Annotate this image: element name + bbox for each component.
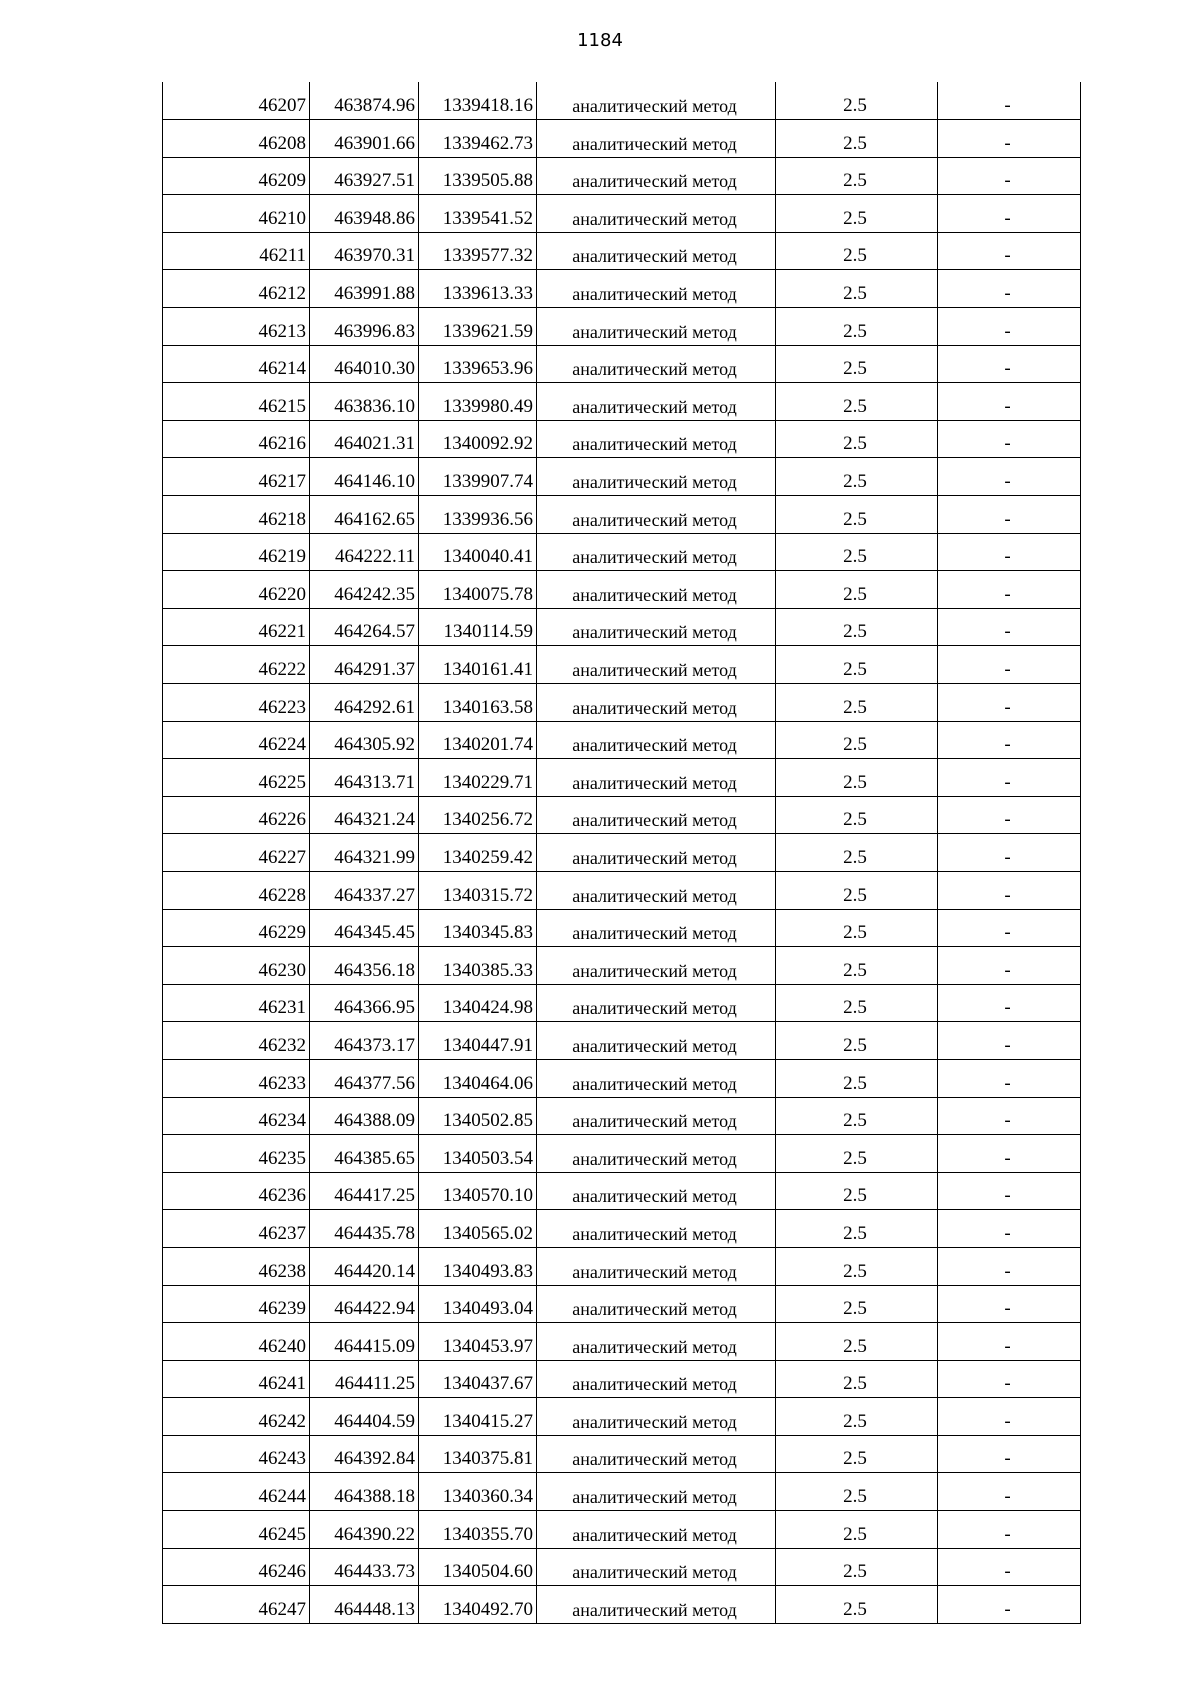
accuracy-cell: 2.5 <box>776 1285 938 1323</box>
x-coordinate-cell: 463901.66 <box>310 120 419 158</box>
table-row <box>163 871 1081 909</box>
table-row <box>163 571 1081 609</box>
note-cell: - <box>938 1398 1081 1436</box>
x-coordinate-cell: 464345.45 <box>310 909 419 947</box>
point-number-cell: 46243 <box>163 1435 310 1473</box>
table-row <box>163 834 1081 872</box>
method-cell: аналитический метод <box>537 1398 776 1436</box>
point-number-cell: 46213 <box>163 308 310 346</box>
method-cell: аналитический метод <box>537 1247 776 1285</box>
x-coordinate-cell: 464321.24 <box>310 796 419 834</box>
note-cell: - <box>938 1285 1081 1323</box>
table-row <box>163 1548 1081 1586</box>
note-cell: - <box>938 608 1081 646</box>
x-coordinate-cell: 463927.51 <box>310 157 419 195</box>
table-row <box>163 721 1081 759</box>
note-cell: - <box>938 646 1081 684</box>
y-coordinate-cell: 1340565.02 <box>419 1210 537 1248</box>
note-cell: - <box>938 270 1081 308</box>
x-coordinate-cell: 464433.73 <box>310 1548 419 1586</box>
accuracy-cell: 2.5 <box>776 1473 938 1511</box>
table-row <box>163 458 1081 496</box>
point-number-cell: 46236 <box>163 1172 310 1210</box>
page-number: 1184 <box>577 30 623 51</box>
accuracy-cell: 2.5 <box>776 1548 938 1586</box>
method-cell: аналитический метод <box>537 984 776 1022</box>
x-coordinate-cell: 464356.18 <box>310 947 419 985</box>
note-cell: - <box>938 759 1081 797</box>
x-coordinate-cell: 464388.09 <box>310 1097 419 1135</box>
table-row <box>163 947 1081 985</box>
note-cell: - <box>938 82 1081 120</box>
y-coordinate-cell: 1340437.67 <box>419 1360 537 1398</box>
note-cell: - <box>938 1435 1081 1473</box>
note-cell: - <box>938 383 1081 421</box>
accuracy-cell: 2.5 <box>776 1210 938 1248</box>
point-number-cell: 46247 <box>163 1586 310 1624</box>
table-row <box>163 796 1081 834</box>
y-coordinate-cell: 1340075.78 <box>419 571 537 609</box>
point-number-cell: 46226 <box>163 796 310 834</box>
note-cell: - <box>938 1135 1081 1173</box>
method-cell: аналитический метод <box>537 1210 776 1248</box>
note-cell: - <box>938 1022 1081 1060</box>
point-number-cell: 46221 <box>163 608 310 646</box>
y-coordinate-cell: 1340424.98 <box>419 984 537 1022</box>
accuracy-cell: 2.5 <box>776 383 938 421</box>
method-cell: аналитический метод <box>537 759 776 797</box>
y-coordinate-cell: 1340040.41 <box>419 533 537 571</box>
coordinates-table <box>162 82 1081 1624</box>
table-row <box>163 1398 1081 1436</box>
note-cell: - <box>938 1548 1081 1586</box>
accuracy-cell: 2.5 <box>776 834 938 872</box>
y-coordinate-cell: 1339653.96 <box>419 345 537 383</box>
accuracy-cell: 2.5 <box>776 1135 938 1173</box>
accuracy-cell: 2.5 <box>776 571 938 609</box>
accuracy-cell: 2.5 <box>776 1586 938 1624</box>
y-coordinate-cell: 1340464.06 <box>419 1059 537 1097</box>
x-coordinate-cell: 464222.11 <box>310 533 419 571</box>
point-number-cell: 46244 <box>163 1473 310 1511</box>
note-cell: - <box>938 1172 1081 1210</box>
table-row <box>163 1022 1081 1060</box>
y-coordinate-cell: 1340453.97 <box>419 1323 537 1361</box>
accuracy-cell: 2.5 <box>776 345 938 383</box>
x-coordinate-cell: 463970.31 <box>310 232 419 270</box>
accuracy-cell: 2.5 <box>776 496 938 534</box>
method-cell: аналитический метод <box>537 796 776 834</box>
accuracy-cell: 2.5 <box>776 1172 938 1210</box>
y-coordinate-cell: 1340493.83 <box>419 1247 537 1285</box>
note-cell: - <box>938 157 1081 195</box>
note-cell: - <box>938 796 1081 834</box>
y-coordinate-cell: 1340385.33 <box>419 947 537 985</box>
point-number-cell: 46218 <box>163 496 310 534</box>
point-number-cell: 46231 <box>163 984 310 1022</box>
point-number-cell: 46211 <box>163 232 310 270</box>
y-coordinate-cell: 1339613.33 <box>419 270 537 308</box>
x-coordinate-cell: 464146.10 <box>310 458 419 496</box>
point-number-cell: 46229 <box>163 909 310 947</box>
x-coordinate-cell: 464435.78 <box>310 1210 419 1248</box>
accuracy-cell: 2.5 <box>776 796 938 834</box>
y-coordinate-cell: 1340163.58 <box>419 684 537 722</box>
method-cell: аналитический метод <box>537 157 776 195</box>
method-cell: аналитический метод <box>537 1172 776 1210</box>
point-number-cell: 46210 <box>163 195 310 233</box>
table-row <box>163 1059 1081 1097</box>
point-number-cell: 46240 <box>163 1323 310 1361</box>
method-cell: аналитический метод <box>537 1473 776 1511</box>
accuracy-cell: 2.5 <box>776 195 938 233</box>
point-number-cell: 46233 <box>163 1059 310 1097</box>
accuracy-cell: 2.5 <box>776 420 938 458</box>
y-coordinate-cell: 1339621.59 <box>419 308 537 346</box>
point-number-cell: 46220 <box>163 571 310 609</box>
y-coordinate-cell: 1339980.49 <box>419 383 537 421</box>
method-cell: аналитический метод <box>537 947 776 985</box>
note-cell: - <box>938 195 1081 233</box>
note-cell: - <box>938 533 1081 571</box>
table-row <box>163 1210 1081 1248</box>
x-coordinate-cell: 463991.88 <box>310 270 419 308</box>
table-row <box>163 270 1081 308</box>
table-row <box>163 608 1081 646</box>
x-coordinate-cell: 464373.17 <box>310 1022 419 1060</box>
point-number-cell: 46223 <box>163 684 310 722</box>
note-cell: - <box>938 1323 1081 1361</box>
x-coordinate-cell: 463948.86 <box>310 195 419 233</box>
table-row <box>163 1323 1081 1361</box>
method-cell: аналитический метод <box>537 383 776 421</box>
x-coordinate-cell: 464422.94 <box>310 1285 419 1323</box>
method-cell: аналитический метод <box>537 1360 776 1398</box>
y-coordinate-cell: 1340114.59 <box>419 608 537 646</box>
table-row <box>163 82 1081 120</box>
x-coordinate-cell: 464010.30 <box>310 345 419 383</box>
y-coordinate-cell: 1339462.73 <box>419 120 537 158</box>
x-coordinate-cell: 464385.65 <box>310 1135 419 1173</box>
method-cell: аналитический метод <box>537 1548 776 1586</box>
point-number-cell: 46245 <box>163 1511 310 1549</box>
method-cell: аналитический метод <box>537 871 776 909</box>
accuracy-cell: 2.5 <box>776 947 938 985</box>
method-cell: аналитический метод <box>537 684 776 722</box>
point-number-cell: 46219 <box>163 533 310 571</box>
method-cell: аналитический метод <box>537 1511 776 1549</box>
table-row <box>163 984 1081 1022</box>
table-row <box>163 157 1081 195</box>
accuracy-cell: 2.5 <box>776 1398 938 1436</box>
point-number-cell: 46246 <box>163 1548 310 1586</box>
point-number-cell: 46241 <box>163 1360 310 1398</box>
point-number-cell: 46234 <box>163 1097 310 1135</box>
accuracy-cell: 2.5 <box>776 1247 938 1285</box>
table-row <box>163 1135 1081 1173</box>
accuracy-cell: 2.5 <box>776 1435 938 1473</box>
table-row <box>163 345 1081 383</box>
point-number-cell: 46222 <box>163 646 310 684</box>
accuracy-cell: 2.5 <box>776 759 938 797</box>
y-coordinate-cell: 1340315.72 <box>419 871 537 909</box>
x-coordinate-cell: 464291.37 <box>310 646 419 684</box>
point-number-cell: 46214 <box>163 345 310 383</box>
method-cell: аналитический метод <box>537 533 776 571</box>
x-coordinate-cell: 464292.61 <box>310 684 419 722</box>
note-cell: - <box>938 571 1081 609</box>
method-cell: аналитический метод <box>537 270 776 308</box>
table-row <box>163 232 1081 270</box>
x-coordinate-cell: 464415.09 <box>310 1323 419 1361</box>
x-coordinate-cell: 464411.25 <box>310 1360 419 1398</box>
point-number-cell: 46228 <box>163 871 310 909</box>
method-cell: аналитический метод <box>537 834 776 872</box>
note-cell: - <box>938 120 1081 158</box>
table-row <box>163 1511 1081 1549</box>
y-coordinate-cell: 1339418.16 <box>419 82 537 120</box>
accuracy-cell: 2.5 <box>776 270 938 308</box>
note-cell: - <box>938 871 1081 909</box>
method-cell: аналитический метод <box>537 721 776 759</box>
y-coordinate-cell: 1340092.92 <box>419 420 537 458</box>
accuracy-cell: 2.5 <box>776 1323 938 1361</box>
point-number-cell: 46232 <box>163 1022 310 1060</box>
y-coordinate-cell: 1340570.10 <box>419 1172 537 1210</box>
note-cell: - <box>938 232 1081 270</box>
accuracy-cell: 2.5 <box>776 533 938 571</box>
y-coordinate-cell: 1340375.81 <box>419 1435 537 1473</box>
point-number-cell: 46217 <box>163 458 310 496</box>
table-row <box>163 195 1081 233</box>
x-coordinate-cell: 464417.25 <box>310 1172 419 1210</box>
point-number-cell: 46237 <box>163 1210 310 1248</box>
point-number-cell: 46212 <box>163 270 310 308</box>
y-coordinate-cell: 1340493.04 <box>419 1285 537 1323</box>
method-cell: аналитический метод <box>537 1285 776 1323</box>
note-cell: - <box>938 420 1081 458</box>
method-cell: аналитический метод <box>537 195 776 233</box>
method-cell: аналитический метод <box>537 646 776 684</box>
x-coordinate-cell: 464264.57 <box>310 608 419 646</box>
point-number-cell: 46215 <box>163 383 310 421</box>
accuracy-cell: 2.5 <box>776 232 938 270</box>
y-coordinate-cell: 1340345.83 <box>419 909 537 947</box>
accuracy-cell: 2.5 <box>776 721 938 759</box>
point-number-cell: 46207 <box>163 82 310 120</box>
point-number-cell: 46238 <box>163 1247 310 1285</box>
point-number-cell: 46208 <box>163 120 310 158</box>
note-cell: - <box>938 1360 1081 1398</box>
accuracy-cell: 2.5 <box>776 909 938 947</box>
method-cell: аналитический метод <box>537 1135 776 1173</box>
method-cell: аналитический метод <box>537 496 776 534</box>
method-cell: аналитический метод <box>537 909 776 947</box>
method-cell: аналитический метод <box>537 345 776 383</box>
method-cell: аналитический метод <box>537 308 776 346</box>
table-row <box>163 646 1081 684</box>
x-coordinate-cell: 464305.92 <box>310 721 419 759</box>
x-coordinate-cell: 464390.22 <box>310 1511 419 1549</box>
point-number-cell: 46209 <box>163 157 310 195</box>
note-cell: - <box>938 684 1081 722</box>
method-cell: аналитический метод <box>537 420 776 458</box>
table-row <box>163 1172 1081 1210</box>
note-cell: - <box>938 496 1081 534</box>
x-coordinate-cell: 464313.71 <box>310 759 419 797</box>
note-cell: - <box>938 909 1081 947</box>
note-cell: - <box>938 984 1081 1022</box>
y-coordinate-cell: 1340447.91 <box>419 1022 537 1060</box>
point-number-cell: 46235 <box>163 1135 310 1173</box>
coordinates-table-body <box>163 82 1081 1623</box>
table-row <box>163 1097 1081 1135</box>
point-number-cell: 46227 <box>163 834 310 872</box>
x-coordinate-cell: 464404.59 <box>310 1398 419 1436</box>
method-cell: аналитический метод <box>537 571 776 609</box>
note-cell: - <box>938 1210 1081 1248</box>
point-number-cell: 46239 <box>163 1285 310 1323</box>
y-coordinate-cell: 1340229.71 <box>419 759 537 797</box>
y-coordinate-cell: 1340355.70 <box>419 1511 537 1549</box>
x-coordinate-cell: 464366.95 <box>310 984 419 1022</box>
table-row <box>163 909 1081 947</box>
accuracy-cell: 2.5 <box>776 1022 938 1060</box>
y-coordinate-cell: 1340504.60 <box>419 1548 537 1586</box>
point-number-cell: 46225 <box>163 759 310 797</box>
accuracy-cell: 2.5 <box>776 1059 938 1097</box>
method-cell: аналитический метод <box>537 1586 776 1624</box>
note-cell: - <box>938 458 1081 496</box>
table-row <box>163 420 1081 458</box>
note-cell: - <box>938 1511 1081 1549</box>
x-coordinate-cell: 464321.99 <box>310 834 419 872</box>
table-row <box>163 1285 1081 1323</box>
y-coordinate-cell: 1340502.85 <box>419 1097 537 1135</box>
y-coordinate-cell: 1339541.52 <box>419 195 537 233</box>
x-coordinate-cell: 464162.65 <box>310 496 419 534</box>
x-coordinate-cell: 463836.10 <box>310 383 419 421</box>
accuracy-cell: 2.5 <box>776 984 938 1022</box>
table-row <box>163 383 1081 421</box>
table-row <box>163 759 1081 797</box>
x-coordinate-cell: 463996.83 <box>310 308 419 346</box>
point-number-cell: 46224 <box>163 721 310 759</box>
method-cell: аналитический метод <box>537 82 776 120</box>
note-cell: - <box>938 308 1081 346</box>
table-row <box>163 1586 1081 1624</box>
y-coordinate-cell: 1340256.72 <box>419 796 537 834</box>
table-row <box>163 533 1081 571</box>
y-coordinate-cell: 1340503.54 <box>419 1135 537 1173</box>
method-cell: аналитический метод <box>537 608 776 646</box>
method-cell: аналитический метод <box>537 1097 776 1135</box>
y-coordinate-cell: 1339907.74 <box>419 458 537 496</box>
note-cell: - <box>938 1586 1081 1624</box>
y-coordinate-cell: 1339505.88 <box>419 157 537 195</box>
table-row <box>163 684 1081 722</box>
note-cell: - <box>938 1059 1081 1097</box>
x-coordinate-cell: 464392.84 <box>310 1435 419 1473</box>
method-cell: аналитический метод <box>537 1022 776 1060</box>
note-cell: - <box>938 721 1081 759</box>
y-coordinate-cell: 1340492.70 <box>419 1586 537 1624</box>
x-coordinate-cell: 464388.18 <box>310 1473 419 1511</box>
method-cell: аналитический метод <box>537 120 776 158</box>
accuracy-cell: 2.5 <box>776 120 938 158</box>
method-cell: аналитический метод <box>537 232 776 270</box>
x-coordinate-cell: 464242.35 <box>310 571 419 609</box>
note-cell: - <box>938 834 1081 872</box>
y-coordinate-cell: 1339936.56 <box>419 496 537 534</box>
table-row <box>163 1247 1081 1285</box>
note-cell: - <box>938 1247 1081 1285</box>
accuracy-cell: 2.5 <box>776 684 938 722</box>
table-row <box>163 120 1081 158</box>
accuracy-cell: 2.5 <box>776 871 938 909</box>
accuracy-cell: 2.5 <box>776 646 938 684</box>
accuracy-cell: 2.5 <box>776 82 938 120</box>
table-row <box>163 1435 1081 1473</box>
point-number-cell: 46216 <box>163 420 310 458</box>
x-coordinate-cell: 464021.31 <box>310 420 419 458</box>
method-cell: аналитический метод <box>537 458 776 496</box>
x-coordinate-cell: 464420.14 <box>310 1247 419 1285</box>
method-cell: аналитический метод <box>537 1323 776 1361</box>
accuracy-cell: 2.5 <box>776 1511 938 1549</box>
accuracy-cell: 2.5 <box>776 458 938 496</box>
x-coordinate-cell: 464448.13 <box>310 1586 419 1624</box>
table-row <box>163 1473 1081 1511</box>
note-cell: - <box>938 947 1081 985</box>
accuracy-cell: 2.5 <box>776 1097 938 1135</box>
y-coordinate-cell: 1340201.74 <box>419 721 537 759</box>
accuracy-cell: 2.5 <box>776 308 938 346</box>
x-coordinate-cell: 463874.96 <box>310 82 419 120</box>
y-coordinate-cell: 1340161.41 <box>419 646 537 684</box>
accuracy-cell: 2.5 <box>776 608 938 646</box>
table-row <box>163 308 1081 346</box>
y-coordinate-cell: 1340360.34 <box>419 1473 537 1511</box>
note-cell: - <box>938 345 1081 383</box>
accuracy-cell: 2.5 <box>776 1360 938 1398</box>
table-row <box>163 496 1081 534</box>
point-number-cell: 46242 <box>163 1398 310 1436</box>
table-row <box>163 1360 1081 1398</box>
method-cell: аналитический метод <box>537 1435 776 1473</box>
note-cell: - <box>938 1097 1081 1135</box>
x-coordinate-cell: 464337.27 <box>310 871 419 909</box>
point-number-cell: 46230 <box>163 947 310 985</box>
note-cell: - <box>938 1473 1081 1511</box>
y-coordinate-cell: 1340259.42 <box>419 834 537 872</box>
accuracy-cell: 2.5 <box>776 157 938 195</box>
y-coordinate-cell: 1339577.32 <box>419 232 537 270</box>
method-cell: аналитический метод <box>537 1059 776 1097</box>
y-coordinate-cell: 1340415.27 <box>419 1398 537 1436</box>
x-coordinate-cell: 464377.56 <box>310 1059 419 1097</box>
